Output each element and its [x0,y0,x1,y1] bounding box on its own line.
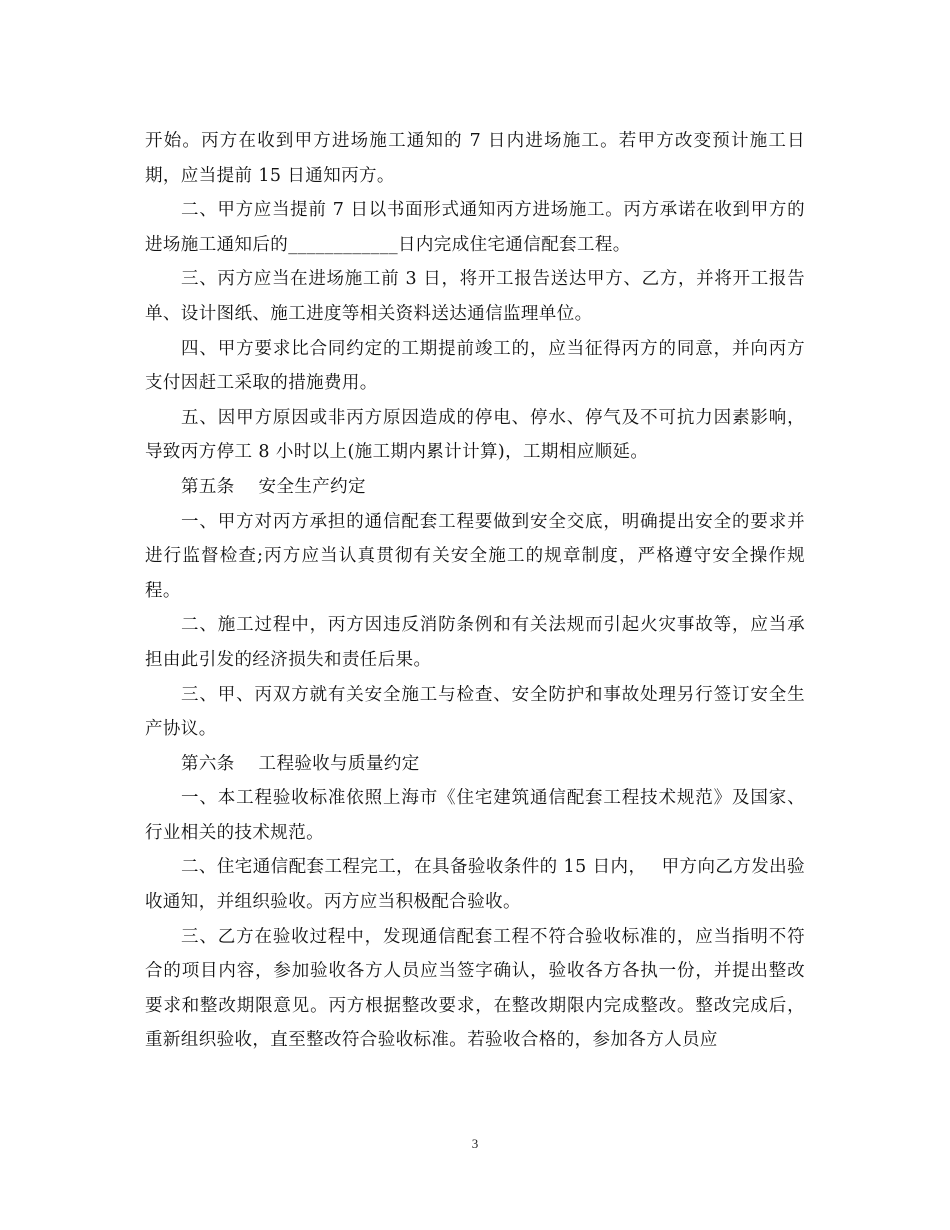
paragraph-continuation: 开始。丙方在收到甲方进场施工通知的 7 日内进场施工。若甲方改变预计施工日期，应当提前 15 日通知丙方。 [145,131,805,186]
clause-paragraph: 三、甲、丙双方就有关安全施工与检查、安全防护和事故处理另行签订安全生产协议。 [145,684,805,740]
document-body [145,124,805,1058]
section-heading: 第六条 工程验收与质量约定 [181,753,420,774]
clause-paragraph: 二、住宅通信配套工程完工，在具备验收条件的 15 日内， 甲方向乙方发出验收通知，并组织验收。丙方应当积极配合验收。 [145,857,805,913]
clause-paragraph: 五、因甲方原因或非丙方原因造成的停电、停水、停气及不可抗力因素影响，导致丙方停工 8 小时以上(施工期内累计计算)，工期相应顺延。 [145,407,805,463]
clause-paragraph: 一、本工程验收标准依照上海市《住宅建筑通信配套工程技术规范》及国家、行业相关的技术规范。 [145,788,805,843]
clause-paragraph: 四、甲方要求比合同约定的工期提前竣工的，应当征得丙方的同意，并向丙方支付因赶工采取的措施费用。 [145,338,805,394]
page-number: 3 [471,1136,479,1151]
section-heading: 第五条 安全生产约定 [181,476,366,497]
clause-paragraph: 二、施工过程中，丙方因违反消防条例和有关法规而引起火灾事故等，应当承担由此引发的经济损失和责任后果。 [145,615,805,670]
clause-paragraph: 二、甲方应当提前 7 日以书面形式通知丙方进场施工。丙方承诺在收到甲方的进场施工通知后的____________日内完成住宅通信配套工程。 [145,200,805,255]
clause-paragraph: 三、丙方应当在进场施工前 3 日，将开工报告送达甲方、乙方，并将开工报告单、设计图纸、施工进度等相关资料送达通信监理单位。 [145,269,805,324]
clause-paragraph: 三、乙方在验收过程中，发现通信配套工程不符合验收标准的，应当指明不符合的项目内容，参加验收各方人员应当签字确认，验收各方各执一份，并提出整改要求和整改期限意见。丙方根据整改要求，在整改期限内完成整改。整改完成后，重新组织验收，直至整改符合验收标准。若验收合格的，参加各方人员应 [145,926,805,1051]
clause-paragraph: 一、甲方对丙方承担的通信配套工程要做到安全交底，明确提出安全的要求并进行监督检查;丙方应当认真贯彻有关安全施工的规章制度，严格遵守安全操作规程。 [145,511,805,601]
